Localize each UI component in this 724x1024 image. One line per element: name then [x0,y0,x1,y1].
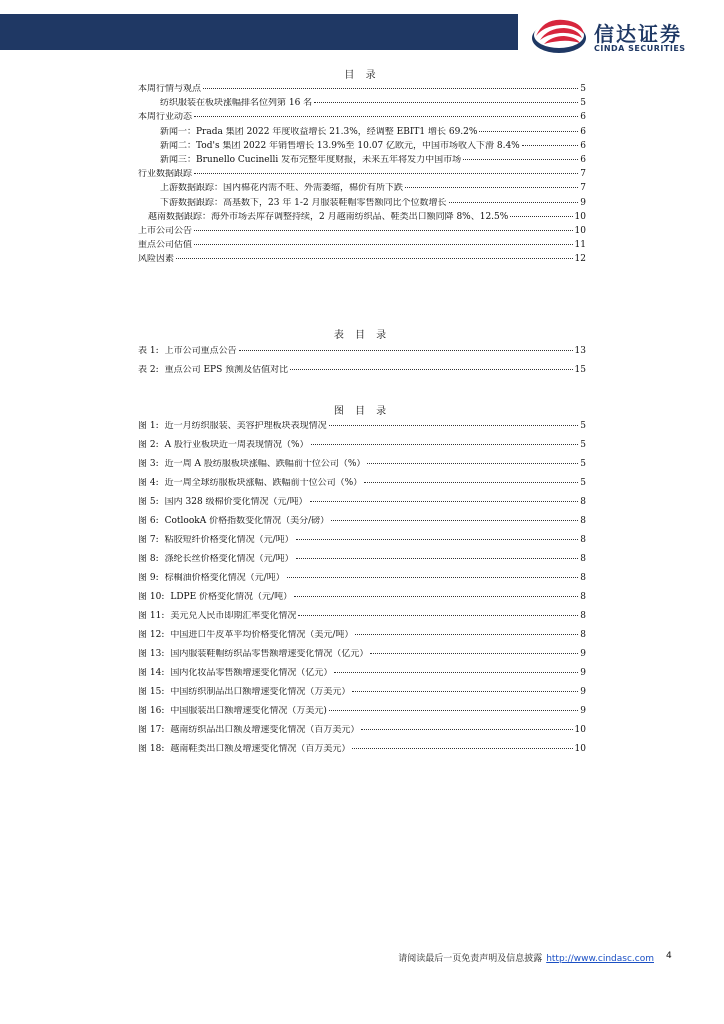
table-toc-entry[interactable] [138,365,586,376]
toc-entry-label: 图 14: [138,668,165,678]
toc-page-number: 5 [580,98,586,109]
toc-entry-text: 中国服装出口额增速变化情况（万美元) [170,706,327,716]
toc-entry-text: 粘胶短纤价格变化情况（元/吨） [164,535,294,545]
toc-page-number: 5 [580,84,586,94]
toc-entry-text: 近一月纺织服装、美容护理板块表现情况 [164,421,327,431]
toc-entry[interactable] [138,240,586,251]
toc-page-number: 9 [580,668,586,678]
toc-dot-leader [314,102,578,103]
toc-page-number: 12 [574,254,586,265]
toc-page-number: 5 [580,440,586,450]
toc-dot-leader [361,729,572,730]
toc-entry-label: 图 13: [138,649,165,659]
toc-subentry[interactable] [160,98,586,109]
toc-dot-leader [334,672,578,673]
toc-dot-leader [364,482,578,483]
figure-toc-entry[interactable] [138,611,586,622]
toc-dot-leader [329,425,579,426]
toc-dot-leader [176,258,573,259]
toc-entry-text: 国内化妆品零售额增速变化情况（亿元） [170,668,333,678]
page-number: 4 [666,951,672,961]
toc-dot-leader [522,145,579,146]
toc-subentry[interactable] [160,141,586,152]
figure-toc-entry[interactable] [138,592,586,603]
toc-entry-text: 下游数据跟踪：高基数下，23 年 1-2 月服装鞋帽零售额同比个位数增长 [160,197,447,208]
toc-entry-text: 近一周 A 股纺服板块涨幅、跌幅前十位公司（%） [164,459,366,469]
toc-entry-text: 新闻一：Prada 集团 2022 年度收益增长 21.3%，经调整 EBIT1 增长 69.2% [160,126,478,137]
toc-entry-text: LDPE 价格变化情况（元/吨） [170,592,293,602]
toc-entry[interactable] [138,112,586,123]
toc-entry-label: 表 2: [138,365,159,375]
toc-page-number: 8 [580,497,586,507]
toc-dot-leader [479,131,578,132]
figure-toc-entry[interactable] [138,421,586,432]
toc-entry-label: 图 8: [138,554,159,564]
toc-dot-leader [296,539,579,540]
toc-entry-text: 越南纺织品出口额及增速变化情况（百万美元） [170,725,360,735]
figure-toc-entry[interactable] [138,440,586,451]
toc-entry-text: 近一周全球纺服板块涨幅、跌幅前十位公司（%） [164,478,363,488]
toc-page-number: 8 [580,573,586,583]
toc-dot-leader [194,173,578,174]
toc-entry-label: 图 18: [138,744,165,754]
toc-dot-leader [239,350,573,351]
toc-page-number: 8 [580,611,586,621]
logo-chinese-name: 信达证券 [594,22,682,46]
figure-toc-entry[interactable] [138,649,586,660]
toc-entry-text: 中国纺织制品出口额增速变化情况（万美元） [170,687,351,697]
toc-subentry[interactable] [160,198,586,209]
toc-entry-text: 行业数据跟踪 [138,169,193,180]
tables-toc-title: 表 目 录 [333,330,391,341]
toc-entry-label: 图 2: [138,440,159,450]
cinda-logo-icon [530,16,588,54]
toc-entry-text: 重点公司 EPS 预测及估值对比 [164,365,289,375]
figure-toc-entry[interactable] [138,554,586,565]
toc-entry-text: 越南数据跟踪：海外市场去库存调整持续，2 月越南纺织品、鞋类出口额同降 8%、12.5% [148,211,509,222]
figure-toc-entry[interactable] [138,630,586,641]
figure-toc-entry[interactable] [138,497,586,508]
toc-dot-leader [352,748,572,749]
toc-entry[interactable] [138,226,586,237]
toc-dot-leader [294,596,578,597]
toc-entry-text: 棕榈油价格变化情况（元/吨） [164,573,285,583]
toc-dot-leader [352,691,578,692]
toc-page-number: 11 [574,240,586,251]
toc-dot-leader [296,558,579,559]
toc-entry-label: 图 1: [138,421,159,431]
figure-toc-entry[interactable] [138,706,586,717]
toc-page-number: 10 [574,725,586,735]
page-footer [0,951,724,965]
header-bar [0,14,518,50]
toc-entry-text: 美元兑人民币即期汇率变化情况 [170,611,297,621]
toc-entry-label: 图 10: [138,592,165,602]
toc-dot-leader [510,216,572,217]
toc-dot-leader [310,501,579,502]
toc-entry-text: 本周行情与观点 [138,84,202,94]
toc-page-number: 6 [580,155,586,165]
toc-page-number: 9 [580,706,586,716]
toc-dot-leader [287,577,579,578]
toc-page-number: 8 [580,554,586,564]
toc-entry-text: 上市公司公告 [138,226,193,236]
toc-entry-text: 涤纶长丝价格变化情况（元/吨） [164,554,294,564]
toc-page-number: 6 [580,126,586,137]
toc-page-number: 8 [580,535,586,545]
toc-entry[interactable] [138,254,586,265]
toc-page-number: 10 [574,226,586,236]
toc-page-number: 6 [580,140,586,151]
table-toc-entry[interactable] [138,346,586,357]
toc-entry-text: 中国进口牛皮革平均价格变化情况（美元/吨） [170,630,354,640]
toc-entry-text: 越南鞋类出口额及增速变化情况（百万美元） [170,744,351,754]
toc-dot-leader [463,159,578,160]
toc-page-number: 9 [580,197,586,208]
toc-entry-text: 风险因素 [138,254,175,265]
toc-entry-text: 上市公司重点公告 [164,346,237,356]
toc-page-number: 9 [580,687,586,697]
toc-entry-label: 图 12: [138,630,165,640]
figure-toc-entry[interactable] [138,478,586,489]
toc-dot-leader [194,116,578,117]
toc-entry-text: CotlookA 价格指数变化情况（美分/磅） [164,516,330,526]
logo-english-name: CINDA SECURITIES [594,44,686,53]
footer-disclaimer-line [398,951,654,964]
figure-toc-entry[interactable] [138,535,586,546]
toc-page-number: 10 [574,744,586,754]
toc-entry-text: 本周行业动态 [138,112,193,123]
toc-dot-leader [367,463,578,464]
toc-dot-leader [194,230,573,231]
toc-entry-text: 上游数据跟踪：国内棉花内需不旺、外需萎缩，棉价有所下跌 [160,183,404,194]
toc-dot-leader [298,615,578,616]
toc-entry-label: 表 1: [138,346,159,356]
toc-entry-label: 图 5: [138,497,159,507]
toc-dot-leader [355,634,578,635]
toc-subentry[interactable] [160,183,586,194]
toc-dot-leader [405,187,578,188]
toc-dot-leader [203,88,578,89]
toc-page-number: 10 [574,211,586,222]
toc-page-number: 5 [580,478,586,488]
toc-entry-label: 图 9: [138,573,159,583]
toc-subentry[interactable] [160,155,586,166]
toc-dot-leader [329,710,578,711]
toc-entry-text: 重点公司估值 [138,240,193,251]
toc-entry-label: 图 3: [138,459,159,469]
toc-page-number: 5 [580,421,586,431]
figure-toc-entry[interactable] [138,459,586,470]
toc-entry-label: 图 15: [138,687,165,697]
toc-subentry[interactable] [160,127,586,138]
footer-url-link[interactable]: http://www.cindasc.com [546,954,654,964]
toc-entry-text: 国内服装鞋帽纺织品零售额增速变化情况（亿元） [170,649,369,659]
toc-page-number: 8 [580,592,586,602]
figure-toc-entry[interactable] [138,516,586,527]
toc-page-number: 8 [580,516,586,526]
toc-entry-label: 图 16: [138,706,165,716]
toc-entry-text: 新闻三：Brunello Cucinelli 发布完整年度财报，未来五年将发力中国市场 [160,155,462,165]
toc-entry-label: 图 4: [138,478,159,488]
toc-entry-text: 纺织服装在板块涨幅排名位列第 16 名 [160,98,313,109]
toc-entry-label: 图 7: [138,535,159,545]
toc-page-number: 15 [574,365,586,375]
toc-dot-leader [449,202,579,203]
toc-page-number: 9 [580,649,586,659]
toc-title: 目 录 [344,70,380,81]
figures-toc-title: 图 目 录 [333,406,391,417]
figure-toc-entry[interactable] [138,725,586,736]
figure-toc-entry[interactable] [138,573,586,584]
toc-entry[interactable] [138,169,586,180]
toc-subentry[interactable] [148,212,586,223]
company-logo [530,12,710,56]
figure-toc-entry[interactable] [138,744,586,755]
toc-entry-text: 新闻二：Tod's 集团 2022 年销售增长 13.9%至 10.07 亿欧元，中国市场收入下滑 8.4% [160,140,520,151]
figure-toc-entry[interactable] [138,687,586,698]
toc-page-number: 6 [580,112,586,123]
footer-disclaimer: 请阅读最后一页免责声明及信息披露 [398,954,543,964]
toc-entry-label: 图 11: [138,611,165,621]
toc-dot-leader [331,520,578,521]
toc-page-number: 8 [580,630,586,640]
toc-dot-leader [311,444,579,445]
toc-page-number: 7 [580,169,586,180]
toc-page-number: 13 [574,346,586,356]
toc-entry-label: 图 17: [138,725,165,735]
toc-dot-leader [194,244,573,245]
toc-entry[interactable] [138,84,586,95]
toc-dot-leader [290,369,572,370]
toc-dot-leader [370,653,578,654]
toc-page-number: 7 [580,183,586,194]
toc-entry-text: A 股行业板块近一周表现情况（%） [164,440,309,450]
figure-toc-entry[interactable] [138,668,586,679]
toc-page-number: 5 [580,459,586,469]
toc-entry-text: 国内 328 级棉价变化情况（元/吨） [164,497,308,507]
toc-entry-label: 图 6: [138,516,159,526]
